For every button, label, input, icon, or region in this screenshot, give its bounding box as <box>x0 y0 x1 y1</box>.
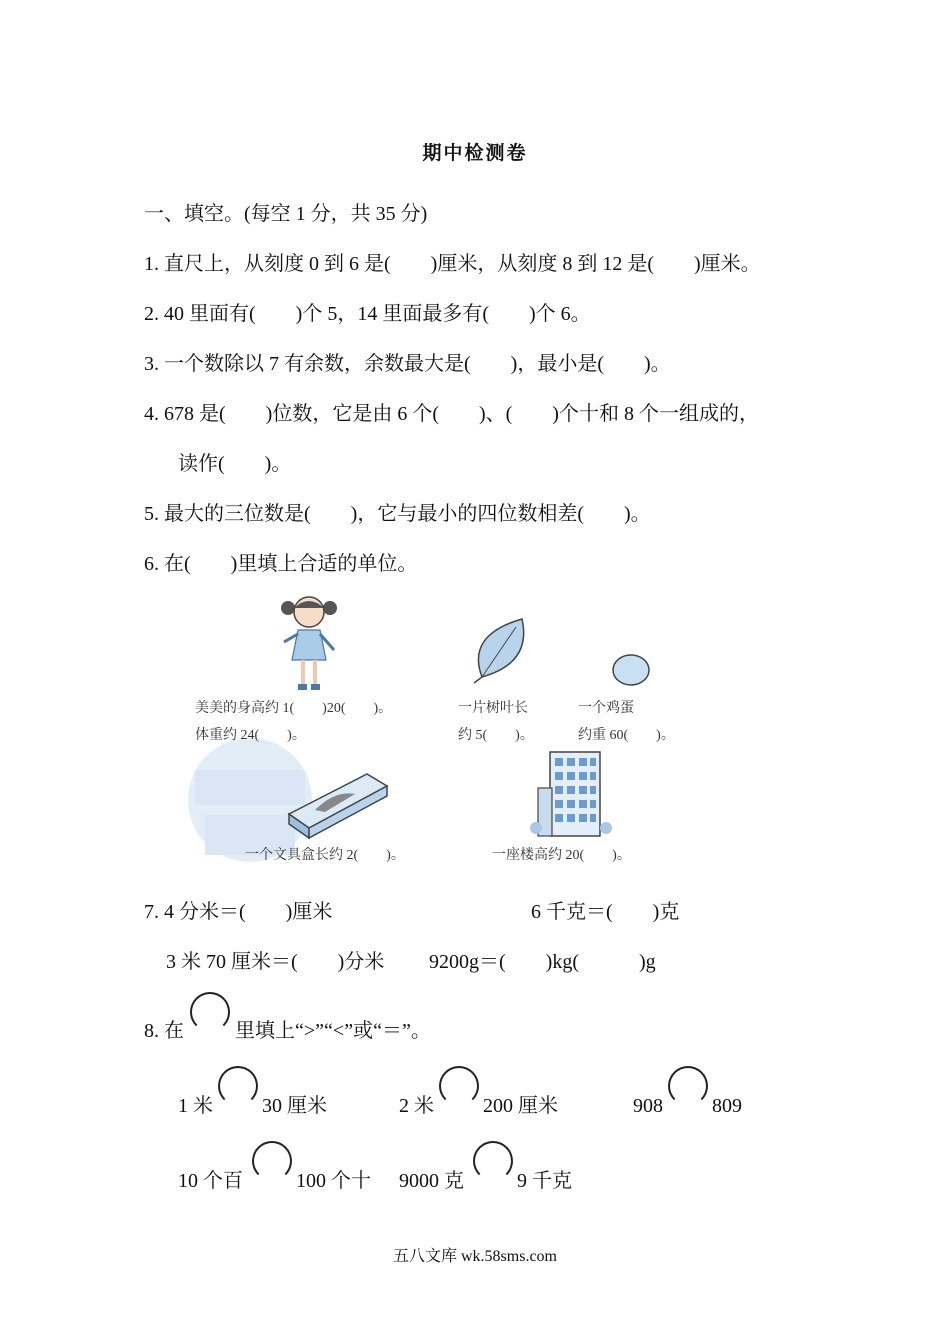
question-1: 1. 直尺上，从刻度 0 到 6 是( )厘米，从刻度 8 到 12 是( )厘米。 <box>144 253 761 275</box>
page-title: 期中检测卷 <box>422 142 528 164</box>
question-3: 3. 一个数除以 7 有余数，余数最大是( )，最小是( )。 <box>144 353 671 375</box>
question-7d: 9200g＝( )kg( )g <box>429 951 656 973</box>
question-4: 4. 678 是( )位数，它是由 6 个( )、( )个十和 8 个一组成的， <box>144 403 759 425</box>
compare-circle-icon[interactable] <box>439 1066 479 1106</box>
question-7b: 6 千克＝( )克 <box>531 901 680 923</box>
caption-egg-line1: 一个鸡蛋 <box>578 701 634 716</box>
compare-2-left: 2 米 <box>399 1095 434 1117</box>
compare-3-left: 908 <box>633 1095 663 1117</box>
caption-leaf-line1: 一片树叶长 <box>458 701 528 716</box>
compare-5-right: 9 千克 <box>517 1170 572 1192</box>
compare-circle-icon[interactable] <box>668 1066 708 1106</box>
compare-circle-icon[interactable] <box>252 1141 292 1181</box>
caption-pencil-box: 一个文具盒长约 2( )。 <box>245 848 405 863</box>
compare-circle-icon <box>190 992 230 1032</box>
building-illustration <box>530 748 612 838</box>
compare-circle-icon[interactable] <box>218 1066 258 1106</box>
egg-illustration <box>610 652 652 688</box>
footer-watermark: 五八文库 wk.58sms.com <box>392 1248 557 1265</box>
caption-building: 一座楼高约 20( )。 <box>492 848 631 863</box>
question-4-cont: 读作( )。 <box>178 453 292 475</box>
compare-5-left: 9000 克 <box>399 1170 464 1192</box>
caption-girl-height: 美美的身高约 1( )20( )。 <box>195 701 393 716</box>
pencil-box-illustration <box>285 770 390 840</box>
compare-1-left: 1 米 <box>178 1095 213 1117</box>
question-8-prefix: 8. 在 <box>144 1020 184 1042</box>
compare-2-right: 200 厘米 <box>483 1095 558 1117</box>
leaf-illustration <box>470 615 532 685</box>
section-heading: 一、填空。(每空 1 分，共 35 分) <box>144 203 428 225</box>
question-2: 2. 40 里面有( )个 5，14 里面最多有( )个 6。 <box>144 303 591 325</box>
girl-illustration <box>278 592 340 694</box>
compare-circle-icon[interactable] <box>473 1141 513 1181</box>
compare-4-right: 100 个十 <box>296 1170 371 1192</box>
compare-4-left: 10 个百 <box>178 1170 243 1192</box>
caption-egg-line2: 约重 60( )。 <box>578 728 675 743</box>
question-5: 5. 最大的三位数是( )，它与最小的四位数相差( )。 <box>144 503 651 525</box>
question-7a: 7. 4 分米＝( )厘米 <box>144 901 333 923</box>
question-8-suffix: 里填上“>”“<”或“＝”。 <box>235 1020 431 1042</box>
caption-leaf-line2: 约 5( )。 <box>458 728 534 743</box>
caption-girl-weight: 体重约 24( )。 <box>195 728 306 743</box>
question-6: 6. 在( )里填上合适的单位。 <box>144 553 418 575</box>
compare-3-right: 809 <box>712 1095 742 1117</box>
question-7c: 3 米 70 厘米＝( )分米 <box>166 951 385 973</box>
compare-1-right: 30 厘米 <box>262 1095 327 1117</box>
